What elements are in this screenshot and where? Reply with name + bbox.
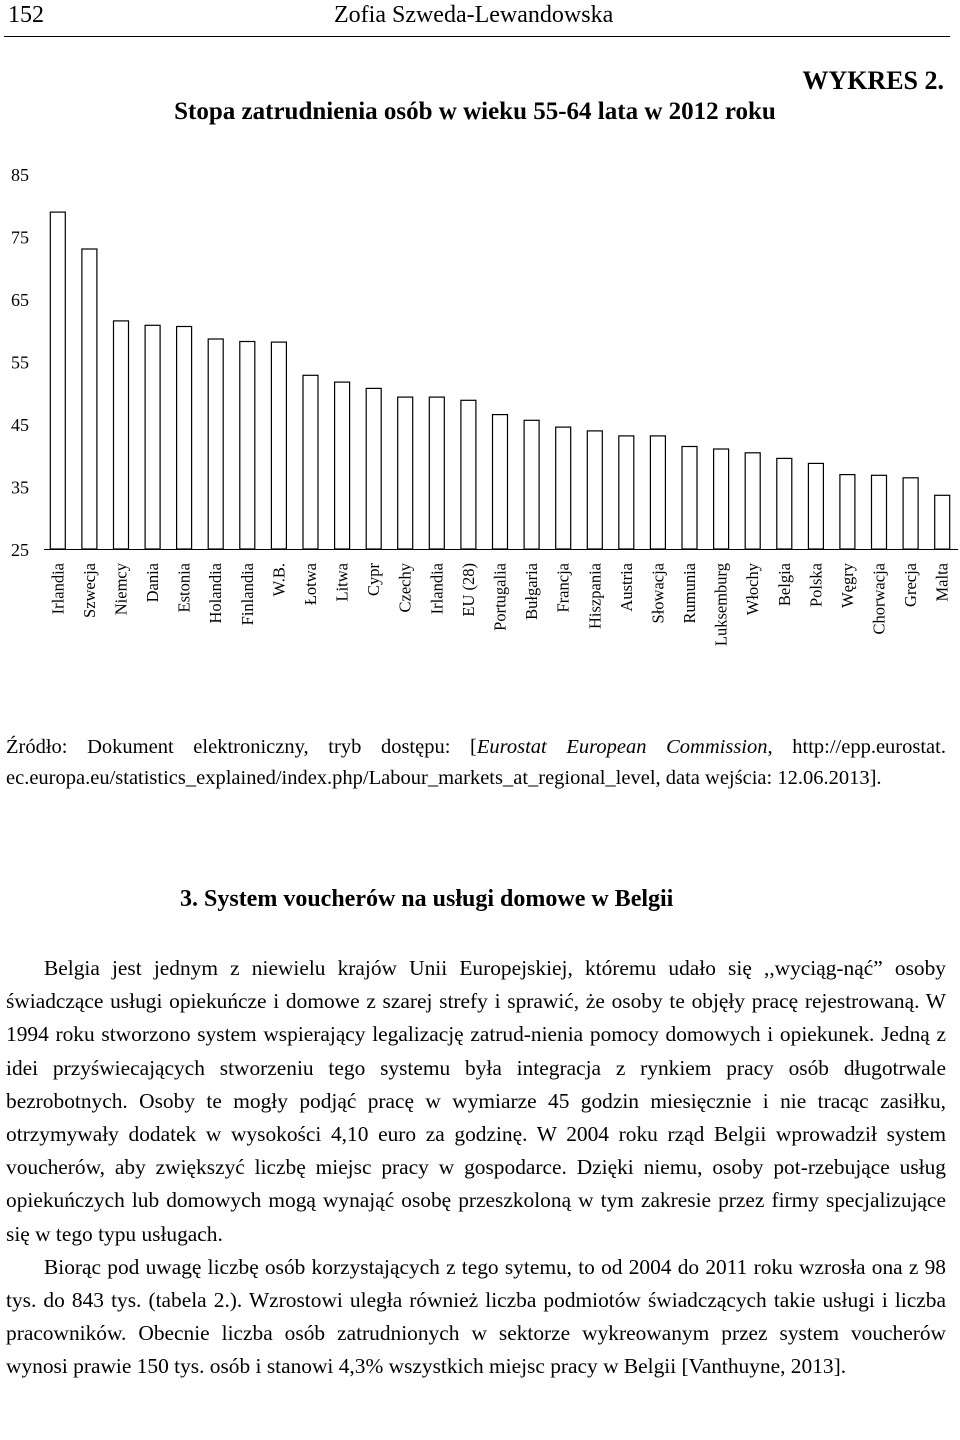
chart-title: Stopa zatrudnienia osób w wieku 55-64 lata w 2012 roku (174, 98, 776, 125)
x-tick-label: Malta (932, 563, 952, 602)
bar (177, 327, 192, 550)
x-tick-label: Dania (143, 563, 163, 603)
x-tick-label: Polska (806, 563, 826, 608)
x-tick-label: Belgia (774, 563, 794, 607)
bar (556, 427, 571, 549)
x-tick-label: Szwecja (79, 563, 99, 618)
x-tick-label: Niemcy (111, 563, 131, 616)
bar (777, 458, 792, 549)
x-tick-label: Finlandia (237, 563, 257, 626)
figure-label: WYKRES 2. (802, 66, 944, 95)
bar (429, 397, 444, 549)
x-tick-label: Słowacja (648, 563, 668, 624)
x-tick-label: Litwa (332, 563, 352, 602)
bar (240, 342, 255, 550)
x-tick-label: Portugalia (490, 563, 510, 631)
bar (145, 325, 160, 549)
x-tick-label: Hiszpania (585, 563, 605, 629)
author-name: Zofia Szweda-Lewandowska (334, 2, 614, 28)
x-tick-label: W.B. (269, 563, 289, 597)
x-tick-label: Holandia (206, 563, 226, 624)
bar (461, 400, 476, 549)
y-tick-label: 45 (11, 415, 29, 435)
bar (587, 431, 602, 549)
source-suffix: , http://epp.eurostat. ec.europa.eu/statistics_explained/index.php/Labour_markets_at_regional_level, data wejścia: 12.06.2013]. (6, 736, 946, 789)
bar (398, 397, 413, 549)
page-number: 152 (8, 2, 44, 28)
x-tick-label: Bułgaria (522, 563, 542, 620)
bar (366, 388, 381, 549)
x-tick-label: Austria (616, 563, 636, 612)
bar (714, 449, 729, 549)
x-tick-label: EU (28) (458, 563, 478, 617)
y-tick-label: 75 (11, 227, 29, 248)
bar (650, 436, 665, 549)
paragraph-1: Belgia jest jednym z niewielu krajów Unii Europejskiej, któremu udało się ,,wyciąg-nąć” osoby świadczące usługi opiekuńcze i domowe z szarej strefy i sprawić, że osoby te objęły pracę rejestrowaną. W 1994 roku stworzono system wspierający legalizację zatrud-nienia pomocy domowych i opiekunek. Jedną z idei przyświecających stworzeniu tego systemu była integracja z rynkiem pracy osób długotrwale bezrobotnych. Osoby te mogły podjąć pracę w wymiarze 45 godzin miesięcznie i nie tracąc zasiłku, otrzymywały dodatek w wysokości 4,10 euro za godzinę. W 2004 roku rząd Belgii wprowadził system voucherów, aby zwiększyć liczbę miejsc pracy w gospodarce. Dzięki niemu, osoby pot-rzebujące usług opiekuńczych lub domowych mogą wynająć osobę przeszkoloną w tym zakresie przez firmy specjalizujące się w tego typu usługach. (6, 956, 946, 1246)
bar (745, 453, 760, 549)
x-tick-label: Łotwa (301, 563, 320, 606)
bar (524, 420, 539, 549)
x-tick-label: Grecja (901, 563, 921, 607)
section-title: 3. System voucherów na usługi domowe w Belgii (180, 886, 674, 912)
x-tick-label: Rumunia (680, 563, 699, 624)
bar (114, 321, 129, 549)
running-header (4, 0, 950, 37)
x-tick-label: Włochy (743, 563, 763, 616)
x-tick-label: Chorwacja (869, 563, 889, 635)
source-prefix: Źródło: Dokument elektroniczny, tryb dostępu: [ (6, 736, 477, 758)
bar (82, 249, 97, 549)
y-tick-label: 65 (11, 290, 29, 310)
bar-chart (0, 150, 960, 675)
bar-chart-svg (0, 150, 960, 670)
source-note (6, 732, 946, 794)
bar (808, 463, 823, 549)
x-tick-label: Francja (553, 563, 573, 613)
bar (493, 415, 508, 549)
y-tick-label: 55 (11, 352, 29, 373)
x-tick-label: Węgry (837, 563, 857, 608)
bar (208, 339, 223, 549)
x-tick-label: Irlandia (48, 563, 68, 615)
bar (872, 475, 887, 549)
bar (50, 212, 65, 549)
y-tick-label: 25 (11, 540, 29, 560)
bar (303, 375, 318, 549)
x-tick-label: Luksemburg (711, 563, 731, 647)
paragraph-2: Biorąc pod uwagę liczbę osób korzystających z tego sytemu, to od 2004 do 2011 roku wzrosła ona z 98 tys. do 843 tys. (tabela 2.). Wzrostowi uległa również liczba podmiotów świadczących takie usługi i liczba pracowników. Obecnie liczba osób zatrudnionych w sektorze wykreowanym przez system voucherów wynosi prawie 150 tys. osób i stanowi 4,3% wszystkich miejsc pracy w Belgii [Vanthuyne, 2013]. (6, 1254, 946, 1379)
source-italic: Eurostat European Commission (476, 736, 768, 758)
body-text (6, 952, 946, 1384)
x-tick-label: Czechy (395, 563, 415, 613)
x-tick-label: Cypr (364, 563, 384, 596)
bar (271, 342, 286, 549)
bar (619, 436, 634, 549)
x-tick-label: Irlandia (427, 563, 447, 615)
bar (335, 382, 350, 549)
bar (840, 475, 855, 549)
bar (935, 495, 950, 549)
bar (682, 447, 697, 550)
x-tick-label: Estonia (174, 563, 194, 613)
y-tick-label: 35 (11, 477, 29, 498)
bar (903, 478, 918, 549)
y-tick-label: 85 (11, 165, 29, 185)
